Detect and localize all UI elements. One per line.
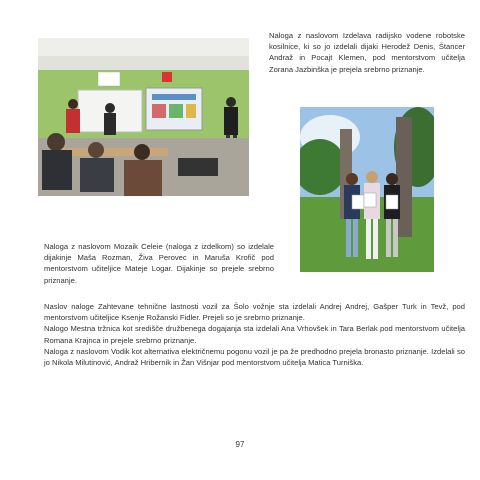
paragraph-driving-school: Naslov naloge Zahtevane tehnične lastnosti vozil za Šolo vožnje sta izdelali Andrej Andrej, Gašper Turk in Tevž, pod mentorstvom učiteljice Ksenje Rožanski Fidler. Prejeli so je srebrno priznanje. [44,302,465,323]
classroom-presentation-photo [38,38,249,196]
page-number: 97 [235,440,245,449]
paragraph-hydrogen: Naloga z naslovom Vodik kot alternativa električnemu pogonu vozil je pa že predhodno prejela bronasto priznanje. Izdelali so jo Nikola Milutinović, Andraž Hribernik in Žan Višnjar pod mentorstvom učitelja Matica Turniška. [44,346,465,368]
students-with-certificates-photo [300,107,434,272]
award-paragraph-robotic-mower [269,30,465,75]
paragraph-text: Naloga z naslovom Izdelava radijsko vodene robotske kosilnice, ki so jo izdelali dijaki Herodež Denis, Štancer Andraž in Pocajt Klemen, pod mentorstvom učitelja Zorana Jazbinška je prejela srebrno priznanje. [269,31,465,74]
paragraph-text: Naloga z naslovom Mozaik Celeie (naloga z izdelkom) so izdelale dijakinje Maša Rozman, Živa Perovec in Maruša Krofič pod mentorstvom učiteljice Mateje Logar. Dijakinje so prejele srebrno priznanje. [44,242,274,285]
students-outdoor-illustration [300,107,434,272]
award-paragraph-mozaik-celeie [44,241,274,286]
classroom-presentation-illustration [38,38,249,196]
paragraph-market-hall: Nalogo Mestna tržnica kot središče družbenega dogajanja sta izdelali Ana Vrhovšek in Tara Berlak pod mentorstvom učitelja Romana Krajnca in prejele srebrno priznanje. [44,324,465,345]
award-paragraphs-bottom [44,301,465,368]
